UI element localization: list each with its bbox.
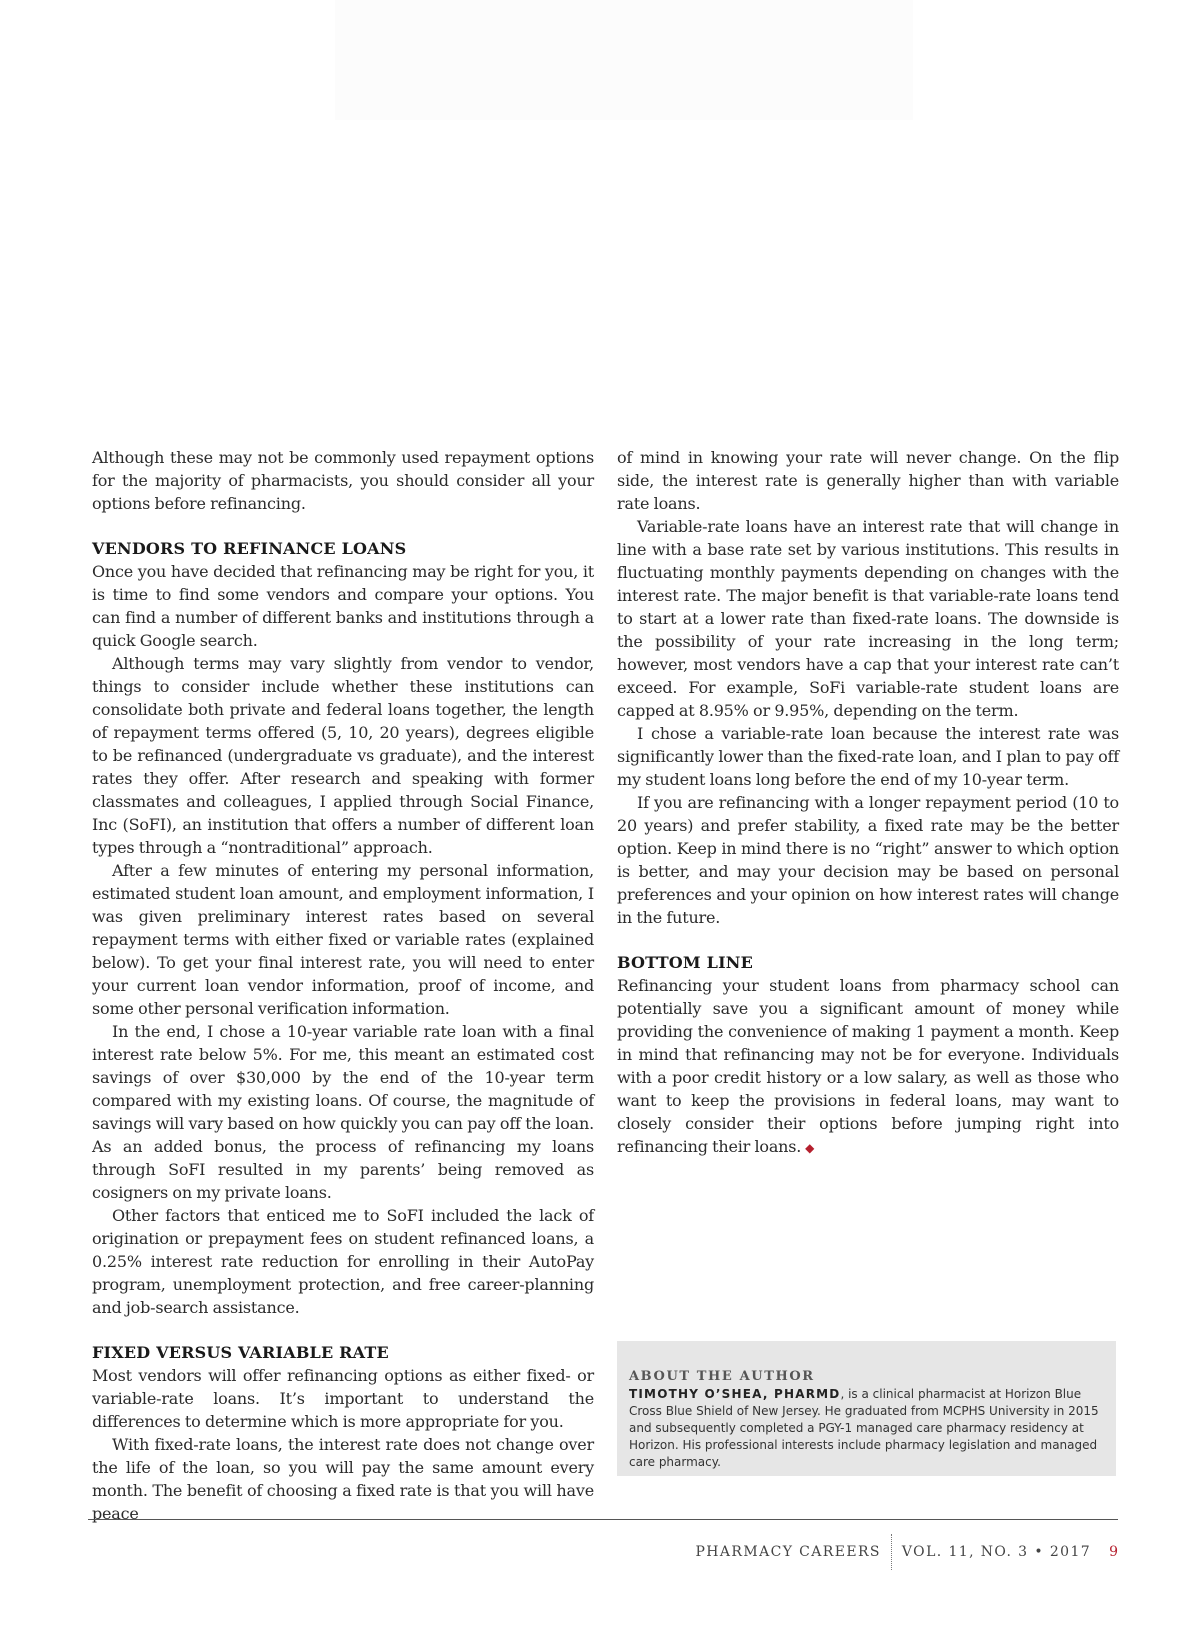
right-paragraph-4: If you are refinancing with a longer repayment period (10 to 20 years) and prefer stability, a fixed rate may be the better option. Keep in mind there is no “right” answer to which option is better, and may your decision may be based on personal preferences and your opinion on how interest rates will change in the future.	[617, 793, 1119, 927]
vendors-paragraph-5: Other factors that enticed me to SoFI included the lack of origination or prepayment fees on student refinanced loans, a 0.25% interest rate reduction for enrolling in their AutoPay program, unemployment protection, and free career-planning and job-search assistance.	[92, 1206, 594, 1317]
right-paragraph-1: of mind in knowing your rate will never change. On the flip side, the interest rate is generally higher than with variable rate loans.	[617, 448, 1119, 513]
vendors-paragraph-3: After a few minutes of entering my personal information, estimated student loan amount, and employment information, I was given preliminary interest rates based on several repayment terms with either fixed or variable rates (explained below). To get your final interest rate, you will need to enter your current loan vendor information, proof of income, and some other personal verification information.	[92, 861, 594, 1018]
right-paragraph-2: Variable-rate loans have an interest rate that will change in line with a base rate set by various institutions. This results in fluctuating monthly payments depending on changes with the interest rate. The major benefit is that variable-rate loans tend to start at a lower rate than fixed-rate loans. The downside is the possibility of your rate increasing in the long term; however, most vendors have a cap that your interest rate can’t exceed. For example, SoFi variable-rate student loans are capped at 8.95% or 9.95%, depending on the term.	[617, 517, 1119, 720]
end-diamond-icon: ◆	[805, 1141, 815, 1155]
page-footer	[695, 1534, 1118, 1570]
vendors-paragraph-2: Although terms may vary slightly from vendor to vendor, things to consider include whether these institutions can consolidate both private and federal loans together, the length of repayment terms offered (5, 10, 20 years), degrees eligible to be refinanced (undergraduate vs graduate), and the interest rates they offer. After research and speaking with former classmates and colleagues, I applied through Social Finance, Inc (SoFI), an institution that offers a number of different loan types through a “nontraditional” approach.	[92, 654, 594, 857]
page-number: 9	[1109, 1544, 1118, 1560]
bottom-line-heading: BOTTOM LINE	[617, 953, 753, 972]
right-paragraph-3: I chose a variable-rate loan because the interest rate was significantly lower than the fixed-rate loan, and I plan to pay off my student loans long before the end of my 10-year term.	[617, 724, 1119, 789]
bottom-line-paragraph	[617, 974, 1119, 1160]
right-column	[617, 446, 1119, 1160]
vendors-heading: VENDORS TO REFINANCE LOANS	[92, 539, 407, 558]
fixed-variable-heading: FIXED VERSUS VARIABLE RATE	[92, 1343, 389, 1362]
bottom-line-text: Refinancing your student loans from pharmacy school can potentially save you a significant amount of money while providing the convenience of making 1 payment a month. Keep in mind that refinancing may not be for everyone. Individuals with a poor credit history or a low salary, as well as those who want to keep the provisions in federal loans, may want to closely consider their options before jumping right into refinancing their loans.	[617, 976, 1119, 1156]
author-bio	[629, 1386, 1104, 1471]
fixed-paragraph-1: Most vendors will offer refinancing options as either fixed- or variable-rate loans. It’s important to understand the differences to determine which is more appropriate for you.	[92, 1366, 594, 1431]
author-bio-text: , is a clinical pharmacist at Horizon Blue Cross Blue Shield of New Jersey. He graduated from MCPHS University in 2015 and subsequently completed a PGY-1 managed care pharmacy residency at Horizon. His professional interests include pharmacy legislation and managed care pharmacy.	[629, 1387, 1099, 1469]
publication-name: PHARMACY CAREERS	[695, 1544, 881, 1560]
left-column	[92, 446, 594, 1525]
blank-ad-space	[335, 0, 913, 120]
footer-divider	[891, 1534, 892, 1570]
about-author-box	[617, 1341, 1116, 1476]
vendors-paragraph-1: Once you have decided that refinancing may be right for you, it is time to find some vendors and compare your options. You can find a number of different banks and institutions through a quick Google search.	[92, 562, 594, 650]
issue-info: VOL. 11, NO. 3 • 2017	[901, 1544, 1092, 1560]
fixed-paragraph-2: With fixed-rate loans, the interest rate does not change over the life of the loan, so you will pay the same amount every month. The benefit of choosing a fixed rate is that you will have peace	[92, 1435, 594, 1523]
footer-rule	[88, 1519, 1118, 1520]
intro-paragraph: Although these may not be commonly used repayment options for the majority of pharmacists, you should consider all your options before refinancing.	[92, 448, 594, 513]
author-name: TIMOTHY O’SHEA, PHARMD	[629, 1387, 841, 1401]
vendors-paragraph-4: In the end, I chose a 10-year variable rate loan with a final interest rate below 5%. For me, this meant an estimated cost savings of over $30,000 by the end of the 10-year term compared with my existing loans. Of course, the magnitude of savings will vary based on how quickly you can pay off the loan. As an added bonus, the process of refinancing my loans through SoFI resulted in my parents’ being removed as cosigners on my private loans.	[92, 1022, 594, 1202]
about-author-heading: ABOUT THE AUTHOR	[629, 1369, 815, 1384]
